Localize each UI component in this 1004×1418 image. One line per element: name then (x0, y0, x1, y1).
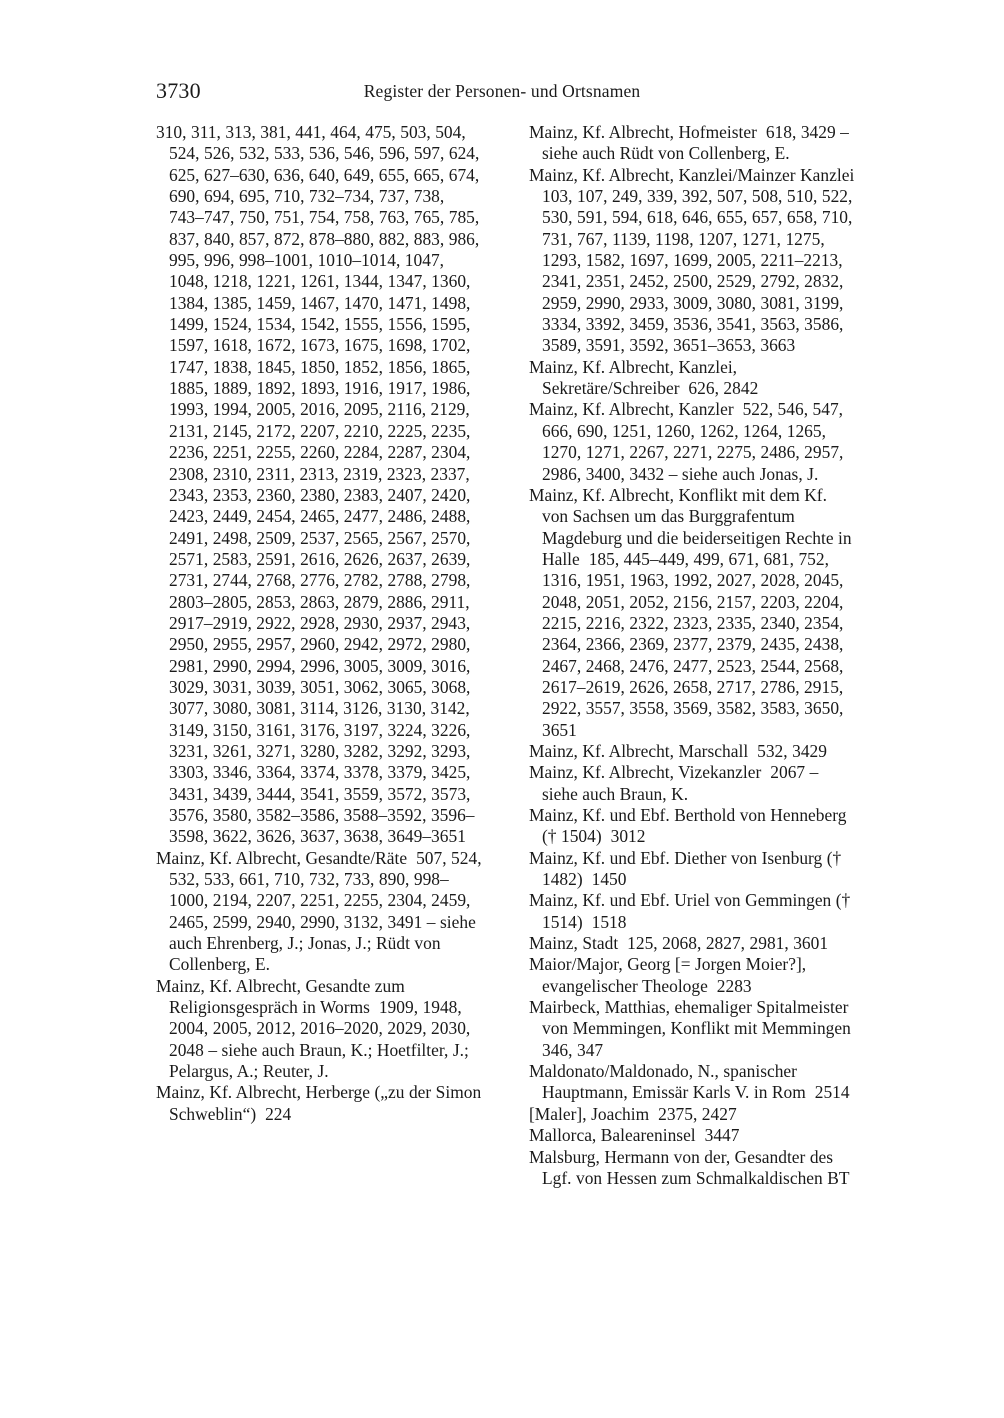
index-columns (156, 122, 860, 1189)
index-entry: Mainz, Kf. Albrecht, Marschall 532, 3429 (529, 740, 827, 761)
index-entry: Mainz, Stadt 125, 2068, 2827, 2981, 3601 (529, 933, 829, 954)
index-entry: Mainz, Kf. Albrecht, Hofmeister 618, 3429 – siehe auch Rüdt von Collenberg, E. (529, 122, 854, 164)
index-column-right (529, 122, 860, 1189)
page-number: 3730 (156, 78, 201, 103)
index-entry: Mainz, Kf. Albrecht, Gesandte/Räte 507, 524, 532, 533, 661, 710, 732, 733, 890, 998–1000, 2194, 2207, 2251, 2255, 2304, 2459, 2465, 2599, 2940, 2990, 3132, 3491 – siehe auch Ehrenberg, J.; Jonas, J.; Rüdt von Collenberg, E. (156, 847, 487, 975)
index-entry: Mainz, Kf. und Ebf. Diether von Isenburg († 1482) 1450 (529, 847, 846, 890)
index-entry: Malsburg, Hermann von der, Gesandter des Lgf. von Hessen zum Schmalkaldischen BT (529, 1146, 850, 1188)
index-entry: Mainz, Kf. und Ebf. Berthold von Henneberg († 1504) 3012 (529, 805, 851, 847)
running-head (156, 78, 848, 104)
index-entry: Mairbeck, Matthias, ehemaliger Spitalmeister von Memmingen, Konflikt mit Memmingen 346, 347 (529, 997, 860, 1060)
index-entry: Mainz, Kf. Albrecht, Herberge („zu der Simon Schweblin“) 224 (156, 1082, 486, 1124)
index-column-left (156, 122, 487, 1125)
index-entry: Mainz, Kf. Albrecht, Gesandte zum Religionsgespräch in Worms 1909, 1948, 2004, 2005, 2012, 2016–2020, 2029, 2030, 2048 – siehe auch Braun, K.; Hoetfilter, J.; Pelargus, A.; Reuter, J. (156, 975, 475, 1082)
index-entry: Maldonato/Maldonado, N., spanischer Hauptmann, Emissär Karls V. in Rom 2514 (529, 1061, 850, 1103)
index-entry: [Maler], Joachim 2375, 2427 (529, 1103, 737, 1124)
index-entry: 310, 311, 313, 381, 441, 464, 475, 503, 504, 524, 526, 532, 533, 536, 546, 596, 597, 624, 625, 627–630, 636, 640, 649, 655, 665, 674, 690, 694, 695, 710, 732–734, 737, 738, 743–747, 750, 751, 754, 758, 763, 765, 785, 837, 840, 857, 872, 878–880, 882, 883, 986, 995, 996, 998–1001, 1010–1014, 1047, 1048, 1218, 1221, 1261, 1344, 1347, 1360, 1384, 1385, 1459, 1467, 1470, 1471, 1498, 1499, 1524, 1534, 1542, 1555, 1556, 1595, 1597, 1618, 1672, 1673, 1675, 1698, 1702, 1747, 1838, 1845, 1850, 1852, 1856, 1865, 1885, 1889, 1892, 1893, 1916, 1917, 1986, 1993, 1994, 2005, 2016, 2095, 2116, 2129, 2131, 2145, 2172, 2207, 2210, 2225, 2235, 2236, 2251, 2255, 2260, 2284, 2287, 2304, 2308, 2310, 2311, 2313, 2319, 2323, 2337, 2343, 2353, 2360, 2380, 2383, 2407, 2420, 2423, 2449, 2454, 2465, 2477, 2486, 2488, 2491, 2498, 2509, 2537, 2565, 2567, 2570, 2571, 2583, 2591, 2616, 2626, 2637, 2639, 2731, 2744, 2768, 2776, 2782, 2788, 2798, 2803–2805, 2853, 2863, 2879, 2886, 2911, 2917–2919, 2922, 2928, 2930, 2937, 2943, 2950, 2955, 2957, 2960, 2942, 2972, 2980, 2981, 2990, 2994, 2996, 3005, 3009, 3016, 3029, 3031, 3039, 3051, 3062, 3065, 3068, 3077, 3080, 3081, 3114, 3126, 3130, 3142, 3149, 3150, 3161, 3176, 3197, 3224, 3226, 3231, 3261, 3271, 3280, 3282, 3292, 3293, 3303, 3346, 3364, 3374, 3378, 3379, 3425, 3431, 3439, 3444, 3541, 3559, 3572, 3573, 3576, 3580, 3582–3586, 3588–3592, 3596–3598, 3622, 3626, 3637, 3638, 3649–3651 (156, 122, 484, 847)
index-entry: Mainz, Kf. Albrecht, Vizekanzler 2067 – siehe auch Braun, K. (529, 762, 823, 804)
index-entry: Mallorca, Baleareninsel 3447 (529, 1125, 740, 1146)
index-entry: Mainz, Kf. Albrecht, Kanzler 522, 546, 547, 666, 690, 1251, 1260, 1262, 1264, 1265, 1270, 1271, 2267, 2271, 2275, 2486, 2957, 2986, 3400, 3432 – siehe auch Jonas, J. (529, 399, 848, 484)
index-entry: Maior/Major, Georg [= Jorgen Moier?], evangelischer Theologe 2283 (529, 954, 811, 996)
running-title: Register der Personen- und Ortsnamen (363, 81, 641, 101)
index-entry: Mainz, Kf. Albrecht, Kanzlei/Mainzer Kanzlei 103, 107, 249, 339, 392, 507, 508, 510, 522, 530, 591, 594, 618, 646, 655, 657, 658, 710, 731, 767, 1139, 1198, 1207, 1271, 1275, 1293, 1582, 1697, 1699, 2005, 2211–2213, 2341, 2351, 2452, 2500, 2529, 2792, 2832, 2959, 2990, 2933, 3009, 3080, 3081, 3199, 3334, 3392, 3459, 3536, 3541, 3563, 3586, 3589, 3591, 3592, 3651–3653, 3663 (529, 164, 859, 356)
index-entry: Mainz, Kf. und Ebf. Uriel von Gemmingen († 1514) 1518 (529, 890, 855, 932)
index-entry: Mainz, Kf. Albrecht, Konflikt mit dem Kf. von Sachsen um das Burggrafentum Magdeburg und die beiderseitigen Rechte in Halle 185, 445–449, 499, 671, 681, 752, 1316, 1951, 1963, 1992, 2027, 2028, 2045, 2048, 2051, 2052, 2156, 2157, 2203, 2204, 2215, 2216, 2322, 2323, 2335, 2340, 2354, 2364, 2366, 2369, 2377, 2379, 2435, 2438, 2467, 2468, 2476, 2477, 2523, 2544, 2568, 2617–2619, 2626, 2658, 2717, 2786, 2915, 2922, 3557, 3558, 3569, 3582, 3583, 3650, 3651 (529, 484, 857, 740)
index-entry: Mainz, Kf. Albrecht, Kanzlei, Sekretäre/Schreiber 626, 2842 (529, 356, 759, 399)
